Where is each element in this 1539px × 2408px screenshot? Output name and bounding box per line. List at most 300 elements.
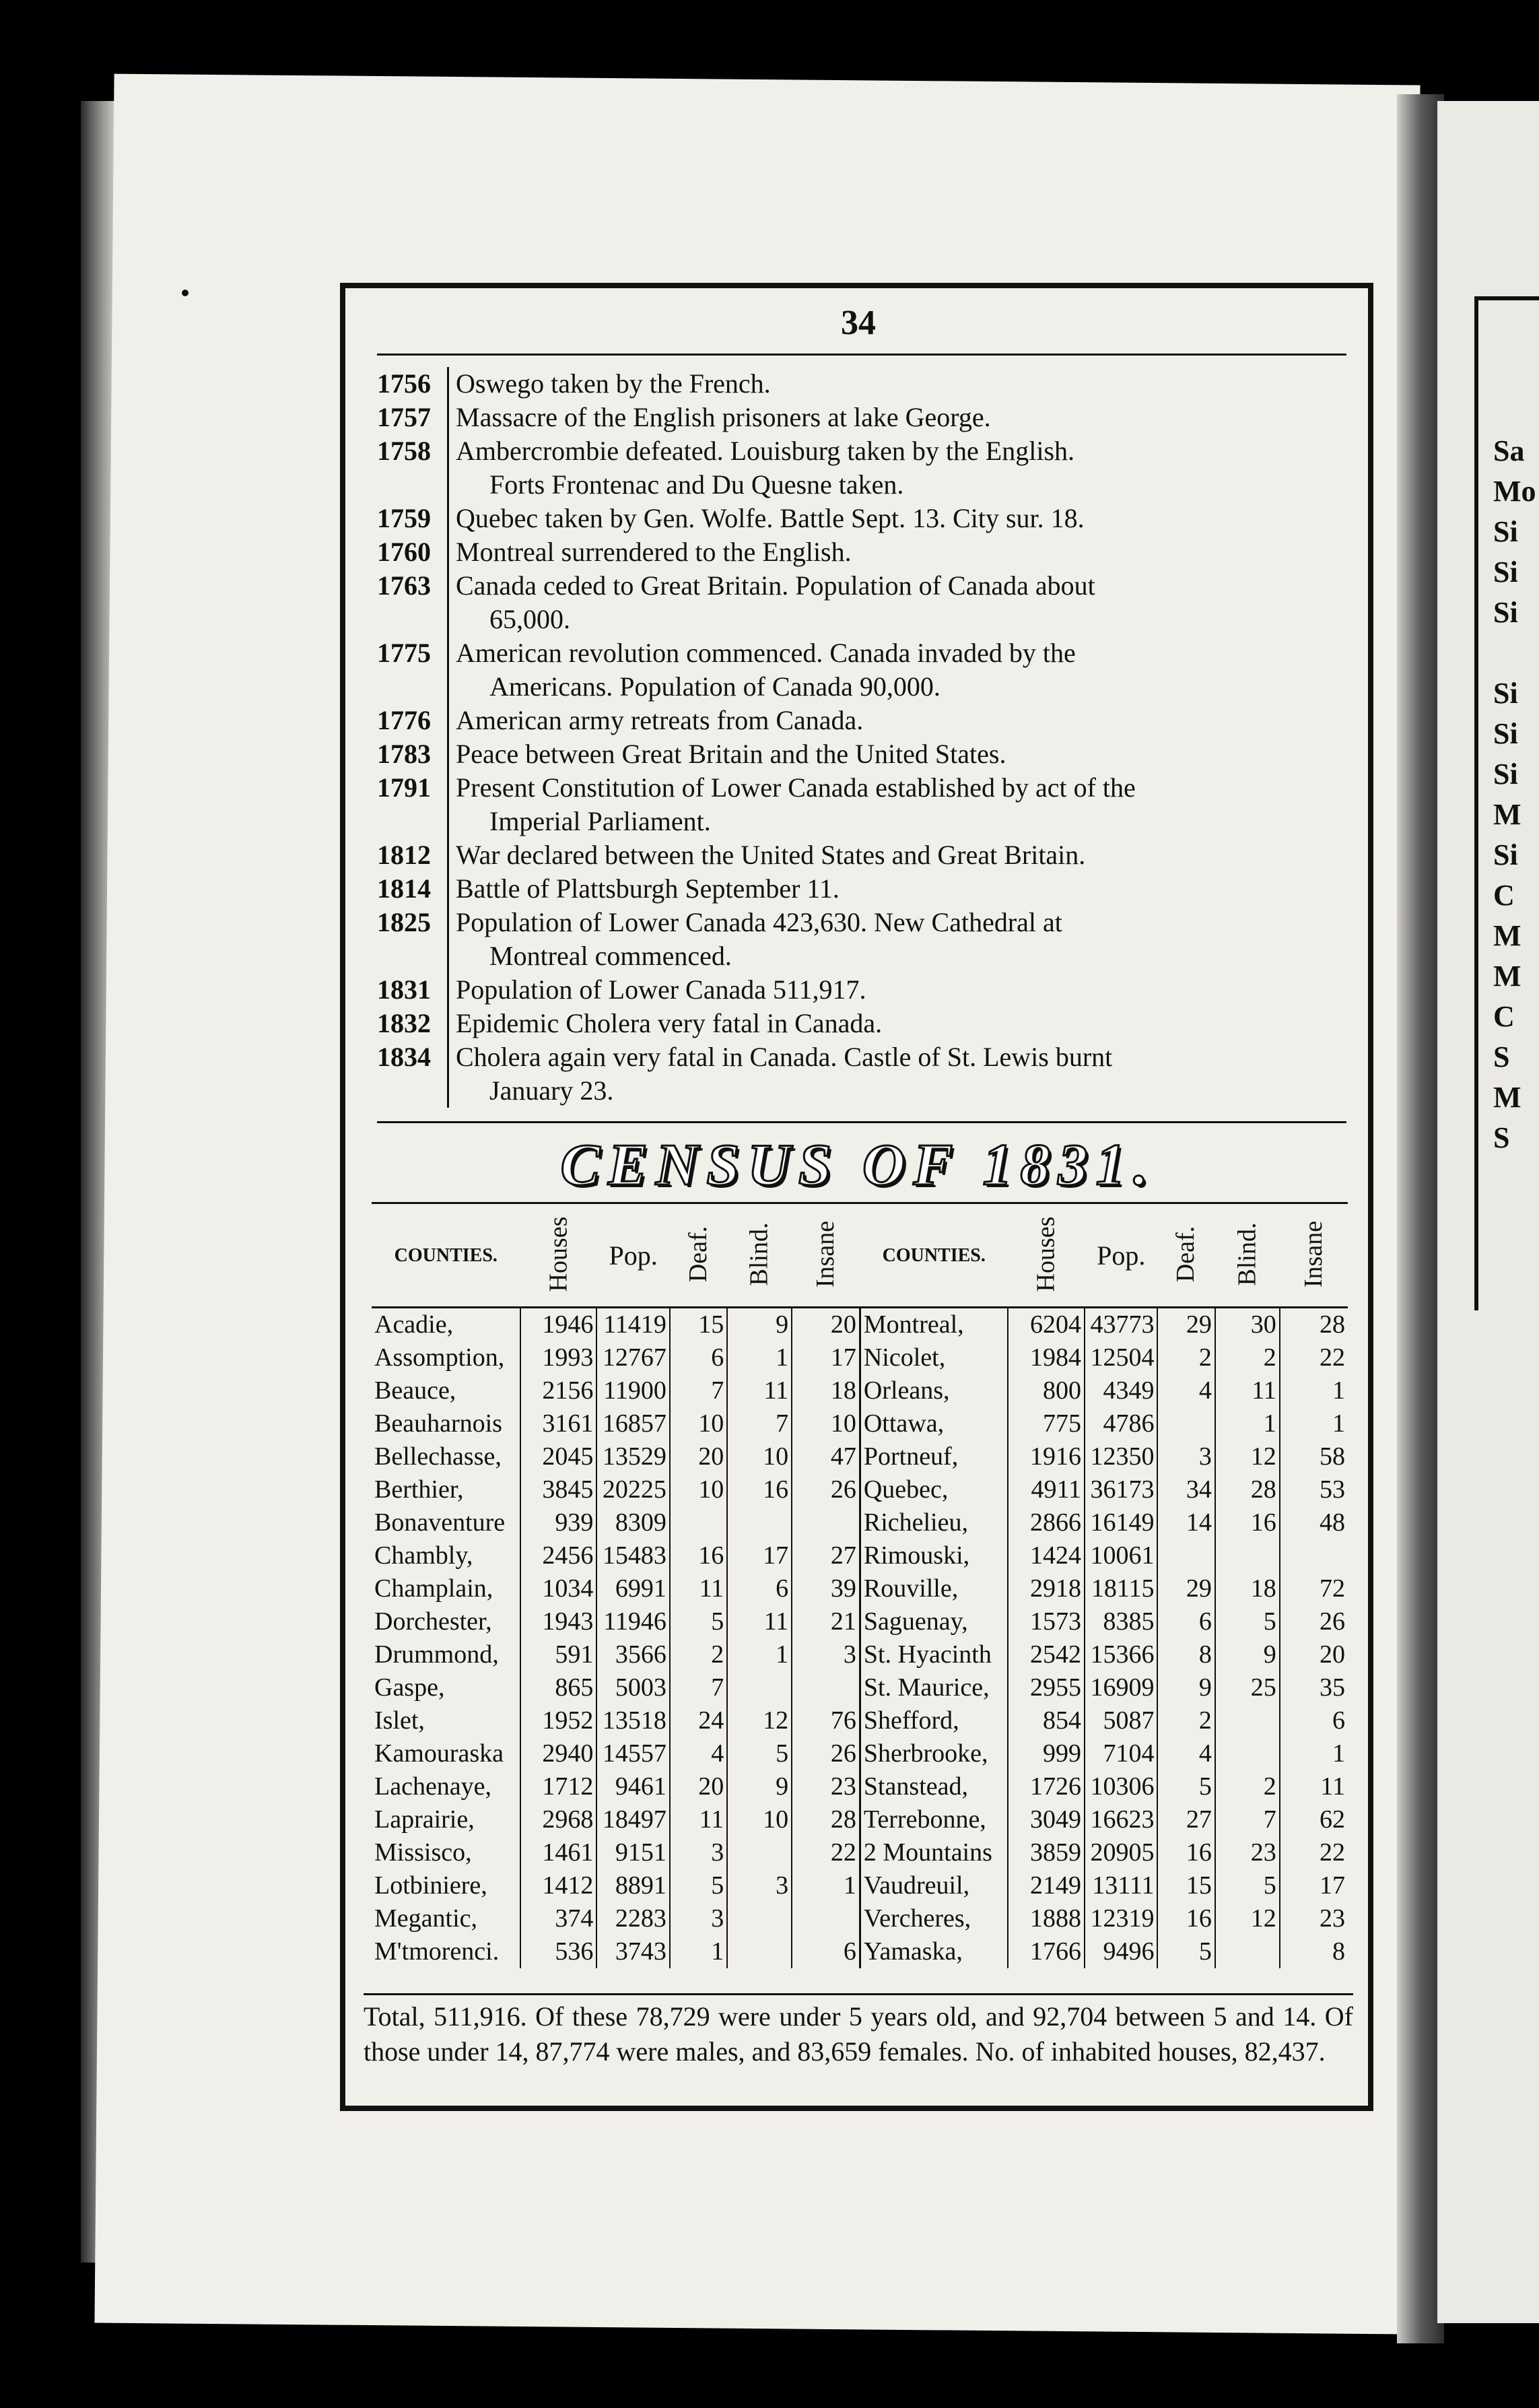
census-value xyxy=(727,1836,792,1869)
event-row xyxy=(377,1007,1346,1040)
county-name: Bellechasse, xyxy=(374,1442,502,1471)
census-value: 4911 xyxy=(1008,1473,1085,1506)
event-text xyxy=(449,872,1346,906)
table-row xyxy=(372,1473,1348,1506)
census-value: 8385 xyxy=(1085,1605,1157,1638)
census-value: 36173 xyxy=(1085,1473,1157,1506)
facing-page-fragment: Sa xyxy=(1493,434,1525,467)
census-value: 1726 xyxy=(1008,1770,1085,1803)
county-name: 2 Mountains xyxy=(860,1836,1008,1869)
facing-page-fragment: S xyxy=(1493,1040,1510,1073)
census-value: 9 xyxy=(727,1770,792,1803)
census-value: 20905 xyxy=(1085,1836,1157,1869)
table-row xyxy=(372,1407,1348,1440)
facing-page-fragment: Mo xyxy=(1493,475,1536,508)
census-value: 1916 xyxy=(1008,1440,1085,1473)
header-deaf: Deaf. xyxy=(670,1203,727,1308)
census-value xyxy=(1280,1539,1348,1572)
census-value: 12504 xyxy=(1085,1341,1157,1374)
census-value: 16909 xyxy=(1085,1671,1157,1704)
census-value: 58 xyxy=(1280,1440,1348,1473)
census-value: 23 xyxy=(792,1770,860,1803)
census-value: 12 xyxy=(1215,1902,1280,1935)
census-value xyxy=(1215,1935,1280,1968)
census-value: 12350 xyxy=(1085,1440,1157,1473)
census-value: 4786 xyxy=(1085,1407,1157,1440)
header-pop-2: Pop. xyxy=(1085,1203,1157,1308)
census-value: 11 xyxy=(727,1374,792,1407)
census-value: 27 xyxy=(792,1539,860,1572)
census-value: 5 xyxy=(1215,1605,1280,1638)
county-name: Nicolet, xyxy=(860,1341,1008,1374)
event-row xyxy=(377,535,1346,569)
census-value: 3 xyxy=(670,1836,727,1869)
census-value: 10 xyxy=(792,1407,860,1440)
census-value: 17 xyxy=(727,1539,792,1572)
table-row xyxy=(372,1803,1348,1836)
census-value: 26 xyxy=(792,1737,860,1770)
census-value: 1034 xyxy=(520,1572,597,1605)
table-row xyxy=(372,1341,1348,1374)
census-value: 999 xyxy=(1008,1737,1085,1770)
census-value: 27 xyxy=(1157,1803,1215,1836)
census-value: 3 xyxy=(727,1869,792,1902)
census-value: 865 xyxy=(520,1671,597,1704)
census-title: CENSUS OF 1831. xyxy=(560,1133,1157,1198)
census-value: 2968 xyxy=(520,1803,597,1836)
event-continuation: 65,000. xyxy=(489,604,570,634)
census-value: 2918 xyxy=(1008,1572,1085,1605)
header-blind: Blind. xyxy=(727,1203,792,1308)
county-name: Dorchester, xyxy=(374,1607,492,1636)
census-value: 10 xyxy=(670,1407,727,1440)
census-total-note: Total, 511,916. Of these 78,729 were under 5 years old, and 92,704 between 5 and 14. Of those under 14, 87,774 were males, and 83,659 females. No. of inhabited houses, 82,437. xyxy=(364,1993,1353,2069)
census-value: 9461 xyxy=(596,1770,669,1803)
table-row xyxy=(372,1770,1348,1803)
census-value: 1766 xyxy=(1008,1935,1085,1968)
header-counties-2: COUNTIES. xyxy=(860,1203,1008,1308)
census-value xyxy=(1215,1539,1280,1572)
census-value: 7104 xyxy=(1085,1737,1157,1770)
census-value: 2045 xyxy=(520,1440,597,1473)
census-value: 14557 xyxy=(596,1737,669,1770)
census-value xyxy=(1215,1737,1280,1770)
census-value: 26 xyxy=(1280,1605,1348,1638)
event-text xyxy=(449,434,1346,502)
census-value: 21 xyxy=(792,1605,860,1638)
census-value: 18497 xyxy=(596,1803,669,1836)
census-value: 800 xyxy=(1008,1374,1085,1407)
event-line: Massacre of the English prisoners at lake George. xyxy=(456,402,991,432)
event-year: 1758 xyxy=(377,434,449,502)
census-value: 6 xyxy=(670,1341,727,1374)
event-continuation: Imperial Parliament. xyxy=(489,806,711,836)
event-line: War declared between the United States and Great Britain. xyxy=(456,840,1086,870)
facing-page-fragment: Si xyxy=(1493,717,1518,750)
census-rule xyxy=(377,1121,1346,1123)
event-year: 1814 xyxy=(377,872,449,906)
census-value: 28 xyxy=(1215,1473,1280,1506)
census-value: 10306 xyxy=(1085,1770,1157,1803)
header-houses-2: Houses xyxy=(1008,1203,1085,1308)
event-line: Quebec taken by Gen. Wolfe. Battle Sept. 13. City sur. 18. xyxy=(456,503,1085,533)
census-value: 3049 xyxy=(1008,1803,1085,1836)
event-year: 1776 xyxy=(377,704,449,737)
event-year: 1783 xyxy=(377,737,449,771)
event-line: Peace between Great Britain and the United States. xyxy=(456,739,1006,769)
census-value: 2940 xyxy=(520,1737,597,1770)
county-name: Drummond, xyxy=(374,1640,499,1669)
county-name: Yamaska, xyxy=(860,1935,1008,1968)
census-value: 2 xyxy=(1157,1341,1215,1374)
census-value: 536 xyxy=(520,1935,597,1968)
event-text xyxy=(449,636,1346,704)
census-value: 18 xyxy=(1215,1572,1280,1605)
event-year: 1756 xyxy=(377,367,449,401)
event-year: 1759 xyxy=(377,502,449,535)
facing-page-fragment: C xyxy=(1493,879,1515,912)
top-rule xyxy=(377,354,1346,356)
event-row xyxy=(377,906,1346,973)
census-table xyxy=(372,1202,1348,1968)
census-value: 9496 xyxy=(1085,1935,1157,1968)
event-text xyxy=(449,1007,1346,1040)
census-value xyxy=(670,1506,727,1539)
census-value: 28 xyxy=(1280,1308,1348,1342)
census-value: 3161 xyxy=(520,1407,597,1440)
county-name: Acadie, xyxy=(374,1310,454,1339)
census-value: 15 xyxy=(1157,1869,1215,1902)
census-value: 1412 xyxy=(520,1869,597,1902)
census-value: 7 xyxy=(670,1374,727,1407)
census-value: 23 xyxy=(1280,1902,1348,1935)
census-value: 16 xyxy=(1157,1836,1215,1869)
table-row xyxy=(372,1704,1348,1737)
census-value: 5 xyxy=(670,1605,727,1638)
census-value: 5087 xyxy=(1085,1704,1157,1737)
census-value: 7 xyxy=(727,1407,792,1440)
event-line: Present Constitution of Lower Canada established by act of the xyxy=(456,772,1136,803)
facing-page-fragment: Si xyxy=(1493,515,1518,548)
census-value xyxy=(727,1671,792,1704)
table-row xyxy=(372,1374,1348,1407)
event-row xyxy=(377,636,1346,704)
census-value: 16149 xyxy=(1085,1506,1157,1539)
census-value: 1461 xyxy=(520,1836,597,1869)
census-value: 11900 xyxy=(596,1374,669,1407)
facing-page-fragment: Si xyxy=(1493,838,1518,871)
census-value: 12 xyxy=(1215,1440,1280,1473)
census-value: 2456 xyxy=(520,1539,597,1572)
census-value: 7 xyxy=(670,1671,727,1704)
census-value xyxy=(1157,1407,1215,1440)
census-value: 10 xyxy=(727,1440,792,1473)
county-name: Montreal, xyxy=(860,1308,1008,1342)
header-houses: Houses xyxy=(520,1203,597,1308)
census-value: 5 xyxy=(727,1737,792,1770)
census-value: 775 xyxy=(1008,1407,1085,1440)
table-row xyxy=(372,1308,1348,1342)
census-value: 15366 xyxy=(1085,1638,1157,1671)
event-year: 1825 xyxy=(377,906,449,973)
county-name: Bonaventure xyxy=(374,1508,506,1537)
table-row xyxy=(372,1737,1348,1770)
census-value: 6991 xyxy=(596,1572,669,1605)
census-value: 2156 xyxy=(520,1374,597,1407)
census-value: 25 xyxy=(1215,1671,1280,1704)
county-name: Champlain, xyxy=(374,1574,493,1603)
event-row xyxy=(377,502,1346,535)
census-value: 2 xyxy=(1157,1704,1215,1737)
census-value: 1993 xyxy=(520,1341,597,1374)
event-year: 1831 xyxy=(377,973,449,1007)
census-header-row xyxy=(372,1203,1348,1308)
event-row xyxy=(377,434,1346,502)
census-value: 1952 xyxy=(520,1704,597,1737)
event-line: American army retreats from Canada. xyxy=(456,705,864,735)
census-value: 3 xyxy=(1157,1440,1215,1473)
census-value: 5 xyxy=(1157,1935,1215,1968)
census-value: 16 xyxy=(1157,1902,1215,1935)
census-value: 3566 xyxy=(596,1638,669,1671)
census-value: 1712 xyxy=(520,1770,597,1803)
census-value: 24 xyxy=(670,1704,727,1737)
event-line: Battle of Plattsburgh September 11. xyxy=(456,873,840,904)
event-continuation: Americans. Population of Canada 90,000. xyxy=(489,671,940,702)
census-value: 1573 xyxy=(1008,1605,1085,1638)
event-year: 1832 xyxy=(377,1007,449,1040)
event-row xyxy=(377,737,1346,771)
event-continuation: January 23. xyxy=(489,1075,614,1106)
facing-page-fragment: C xyxy=(1493,1000,1515,1033)
event-row xyxy=(377,1040,1346,1108)
event-text xyxy=(449,906,1346,973)
census-value: 20 xyxy=(670,1440,727,1473)
event-line: Oswego taken by the French. xyxy=(456,368,771,399)
county-name: Chambly, xyxy=(374,1541,473,1570)
event-line: American revolution commenced. Canada invaded by the xyxy=(456,638,1076,668)
census-value: 12 xyxy=(727,1704,792,1737)
census-value: 16 xyxy=(727,1473,792,1506)
census-value: 374 xyxy=(520,1902,597,1935)
census-value: 23 xyxy=(1215,1836,1280,1869)
event-year: 1834 xyxy=(377,1040,449,1108)
census-value: 5 xyxy=(1157,1770,1215,1803)
facing-page-fragment: Si xyxy=(1493,758,1518,791)
census-value: 5 xyxy=(1215,1869,1280,1902)
event-text xyxy=(449,704,1346,737)
county-name: Rouville, xyxy=(860,1572,1008,1605)
census-value: 13111 xyxy=(1085,1869,1157,1902)
table-row xyxy=(372,1902,1348,1935)
census-value: 10 xyxy=(727,1803,792,1836)
census-value: 15 xyxy=(670,1308,727,1342)
census-value xyxy=(1157,1539,1215,1572)
census-value: 7 xyxy=(1215,1803,1280,1836)
event-row xyxy=(377,704,1346,737)
event-row xyxy=(377,401,1346,434)
event-year: 1791 xyxy=(377,771,449,838)
event-row xyxy=(377,771,1346,838)
census-value: 16 xyxy=(1215,1506,1280,1539)
county-name: Islet, xyxy=(374,1706,425,1735)
census-value: 10061 xyxy=(1085,1539,1157,1572)
census-value: 1 xyxy=(727,1638,792,1671)
table-row xyxy=(372,1605,1348,1638)
census-value: 6 xyxy=(1157,1605,1215,1638)
census-value: 30 xyxy=(1215,1308,1280,1342)
census-value: 72 xyxy=(1280,1572,1348,1605)
census-value: 13518 xyxy=(596,1704,669,1737)
facing-page-fragment: Si xyxy=(1493,596,1518,629)
event-line: Population of Lower Canada 423,630. New Cathedral at xyxy=(456,907,1062,937)
census-value: 29 xyxy=(1157,1308,1215,1342)
county-name: Shefford, xyxy=(860,1704,1008,1737)
event-continuation: Montreal commenced. xyxy=(489,941,732,971)
event-text xyxy=(449,569,1346,636)
event-line: Ambercrombie defeated. Louisburg taken by the English. xyxy=(456,436,1075,466)
chronology-list xyxy=(377,367,1346,1108)
event-text xyxy=(449,1040,1346,1108)
census-value: 1 xyxy=(1280,1737,1348,1770)
event-text xyxy=(449,973,1346,1007)
census-value: 12767 xyxy=(596,1341,669,1374)
facing-page-fragment xyxy=(1493,633,1536,673)
census-value: 9 xyxy=(1157,1671,1215,1704)
census-value xyxy=(727,1935,792,1968)
census-value: 11 xyxy=(670,1572,727,1605)
facing-page-fragment: Si xyxy=(1493,677,1518,710)
census-value: 12319 xyxy=(1085,1902,1157,1935)
census-value: 9 xyxy=(1215,1638,1280,1671)
event-year: 1757 xyxy=(377,401,449,434)
census-value: 15483 xyxy=(596,1539,669,1572)
header-insane-2: Insane xyxy=(1280,1203,1348,1308)
census-value: 16 xyxy=(670,1539,727,1572)
census-value: 11 xyxy=(670,1803,727,1836)
census-value: 17 xyxy=(1280,1869,1348,1902)
event-text xyxy=(449,367,1346,401)
census-value: 1424 xyxy=(1008,1539,1085,1572)
event-text xyxy=(449,737,1346,771)
facing-page-fragment: M xyxy=(1493,960,1521,993)
table-row xyxy=(372,1869,1348,1902)
table-row xyxy=(372,1572,1348,1605)
county-name: Missisco, xyxy=(374,1838,472,1867)
county-name: Lotbiniere, xyxy=(374,1871,487,1900)
county-name: Orleans, xyxy=(860,1374,1008,1407)
facing-page-text xyxy=(1493,431,1536,1158)
census-value: 20 xyxy=(670,1770,727,1803)
census-value: 22 xyxy=(792,1836,860,1869)
census-value: 11946 xyxy=(596,1605,669,1638)
event-text xyxy=(449,838,1346,872)
header-pop: Pop. xyxy=(596,1203,669,1308)
event-line: Canada ceded to Great Britain. Population of Canada about xyxy=(456,570,1095,601)
census-value: 939 xyxy=(520,1506,597,1539)
header-insane: Insane xyxy=(792,1203,860,1308)
census-value: 34 xyxy=(1157,1473,1215,1506)
table-row xyxy=(372,1440,1348,1473)
census-value: 6 xyxy=(792,1935,860,1968)
event-row xyxy=(377,838,1346,872)
county-name: Portneuf, xyxy=(860,1440,1008,1473)
census-value: 1 xyxy=(727,1341,792,1374)
census-value: 20225 xyxy=(596,1473,669,1506)
census-value: 53 xyxy=(1280,1473,1348,1506)
event-row xyxy=(377,367,1346,401)
event-year: 1760 xyxy=(377,535,449,569)
census-value: 26 xyxy=(792,1473,860,1506)
census-value xyxy=(727,1506,792,1539)
header-blind-2: Blind. xyxy=(1215,1203,1280,1308)
event-text xyxy=(449,401,1346,434)
census-value: 1 xyxy=(1280,1374,1348,1407)
county-name: M'tmorenci. xyxy=(374,1937,500,1966)
census-value: 11419 xyxy=(596,1308,669,1342)
census-value xyxy=(727,1902,792,1935)
census-value: 4 xyxy=(1157,1374,1215,1407)
county-name: Vercheres, xyxy=(860,1902,1008,1935)
county-name: Rimouski, xyxy=(860,1539,1008,1572)
census-value: 8 xyxy=(1157,1638,1215,1671)
event-line: Montreal surrendered to the English. xyxy=(456,537,852,567)
census-value: 4349 xyxy=(1085,1374,1157,1407)
census-value: 3 xyxy=(670,1902,727,1935)
event-line: Population of Lower Canada 511,917. xyxy=(456,974,866,1005)
census-value xyxy=(792,1671,860,1704)
table-row xyxy=(372,1638,1348,1671)
table-row xyxy=(372,1539,1348,1572)
census-value: 39 xyxy=(792,1572,860,1605)
census-value: 1 xyxy=(670,1935,727,1968)
census-value: 2955 xyxy=(1008,1671,1085,1704)
census-value: 47 xyxy=(792,1440,860,1473)
census-value: 9151 xyxy=(596,1836,669,1869)
census-value: 2542 xyxy=(1008,1638,1085,1671)
header-deaf-2: Deaf. xyxy=(1157,1203,1215,1308)
census-value: 2149 xyxy=(1008,1869,1085,1902)
census-value: 6 xyxy=(727,1572,792,1605)
census-value: 76 xyxy=(792,1704,860,1737)
county-name: Saguenay, xyxy=(860,1605,1008,1638)
census-value: 6204 xyxy=(1008,1308,1085,1342)
county-name: Megantic, xyxy=(374,1904,478,1933)
census-value xyxy=(792,1902,860,1935)
county-name: Kamouraska xyxy=(374,1739,504,1768)
census-value: 8309 xyxy=(596,1506,669,1539)
census-value xyxy=(1215,1704,1280,1737)
census-value: 3 xyxy=(792,1638,860,1671)
county-name: Richelieu, xyxy=(860,1506,1008,1539)
census-value: 8891 xyxy=(596,1869,669,1902)
event-text xyxy=(449,535,1346,569)
census-value: 48 xyxy=(1280,1506,1348,1539)
facing-page-fragment: Si xyxy=(1493,556,1518,589)
census-value: 5003 xyxy=(596,1671,669,1704)
county-name: Ottawa, xyxy=(860,1407,1008,1440)
census-value: 1984 xyxy=(1008,1341,1085,1374)
census-value: 62 xyxy=(1280,1803,1348,1836)
census-value: 16857 xyxy=(596,1407,669,1440)
county-name: St. Maurice, xyxy=(860,1671,1008,1704)
census-value: 18 xyxy=(792,1374,860,1407)
census-value: 14 xyxy=(1157,1506,1215,1539)
census-value: 2 xyxy=(1215,1341,1280,1374)
census-value: 13529 xyxy=(596,1440,669,1473)
header-counties: COUNTIES. xyxy=(372,1203,520,1308)
census-value: 591 xyxy=(520,1638,597,1671)
